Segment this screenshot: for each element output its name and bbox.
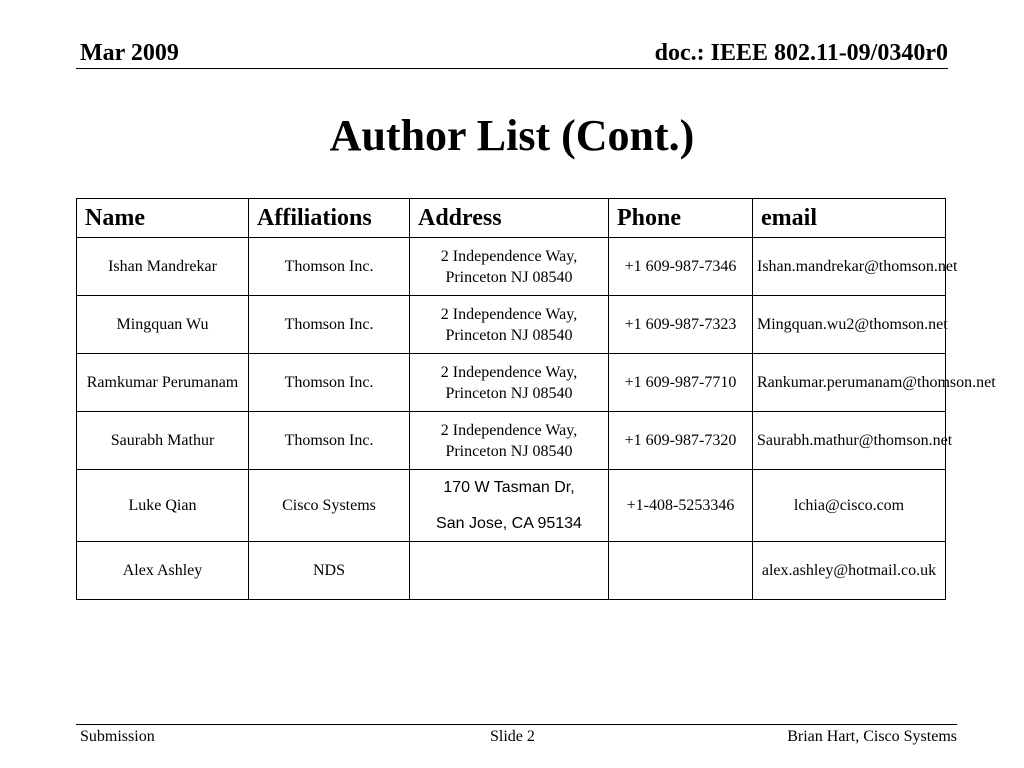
footer-author: Brian Hart, Cisco Systems (787, 728, 957, 745)
author-address (410, 542, 609, 600)
author-name: Ishan Mandrekar (77, 238, 249, 296)
header-doc-id: doc.: IEEE 802.11-09/0340r0 (654, 40, 948, 66)
author-name: Ramkumar Perumanam (77, 354, 249, 412)
table-header-row (77, 199, 946, 238)
author-name: Mingquan Wu (77, 296, 249, 354)
author-address: 2 Independence Way, Princeton NJ 08540 (410, 354, 609, 412)
author-phone: +1-408-5253346 (609, 470, 753, 542)
author-phone: +1 609-987-7323 (609, 296, 753, 354)
author-affiliation: NDS (249, 542, 410, 600)
header-divider (76, 68, 948, 69)
table-row (77, 542, 946, 600)
author-affiliation: Thomson Inc. (249, 296, 410, 354)
table-row (77, 470, 946, 542)
author-phone (609, 542, 753, 600)
footer-slide-number: Slide 2 (490, 728, 535, 745)
author-name: Luke Qian (77, 470, 249, 542)
slide-title: Author List (Cont.) (329, 111, 695, 160)
author-affiliation: Thomson Inc. (249, 354, 410, 412)
author-email: lchia@cisco.com (753, 470, 946, 542)
table-row (77, 296, 946, 354)
author-affiliation: Thomson Inc. (249, 238, 410, 296)
author-address: 2 Independence Way, Princeton NJ 08540 (410, 238, 609, 296)
column-header-name: Name (77, 199, 249, 238)
address-line-2: San Jose, CA 95134 (436, 515, 582, 532)
column-header-address: Address (410, 199, 609, 238)
footer-submission: Submission (80, 728, 155, 745)
address-line-1: 170 W Tasman Dr, (443, 479, 575, 496)
author-email: alex.ashley@hotmail.co.uk (753, 542, 946, 600)
author-address: 2 Independence Way, Princeton NJ 08540 (410, 296, 609, 354)
column-header-email: email (753, 199, 946, 238)
author-email: Ishan.mandrekar@thomson.net (753, 238, 946, 296)
footer-divider (76, 724, 957, 725)
author-affiliation: Thomson Inc. (249, 412, 410, 470)
author-table (76, 198, 996, 600)
author-email: Saurabh.mathur@thomson.net (753, 412, 946, 470)
table-row (77, 412, 946, 470)
author-phone: +1 609-987-7346 (609, 238, 753, 296)
author-email: Mingquan.wu2@thomson.net (753, 296, 946, 354)
author-email: Rankumar.perumanam@thomson.net (753, 354, 946, 412)
table-row (77, 354, 946, 412)
author-phone: +1 609-987-7320 (609, 412, 753, 470)
author-address (410, 470, 609, 542)
column-header-phone: Phone (609, 199, 753, 238)
header-date: Mar 2009 (80, 40, 179, 66)
author-name: Saurabh Mathur (77, 412, 249, 470)
column-header-affiliations: Affiliations (249, 199, 410, 238)
author-address: 2 Independence Way, Princeton NJ 08540 (410, 412, 609, 470)
author-phone: +1 609-987-7710 (609, 354, 753, 412)
table-row (77, 238, 946, 296)
author-name: Alex Ashley (77, 542, 249, 600)
author-affiliation: Cisco Systems (249, 470, 410, 542)
